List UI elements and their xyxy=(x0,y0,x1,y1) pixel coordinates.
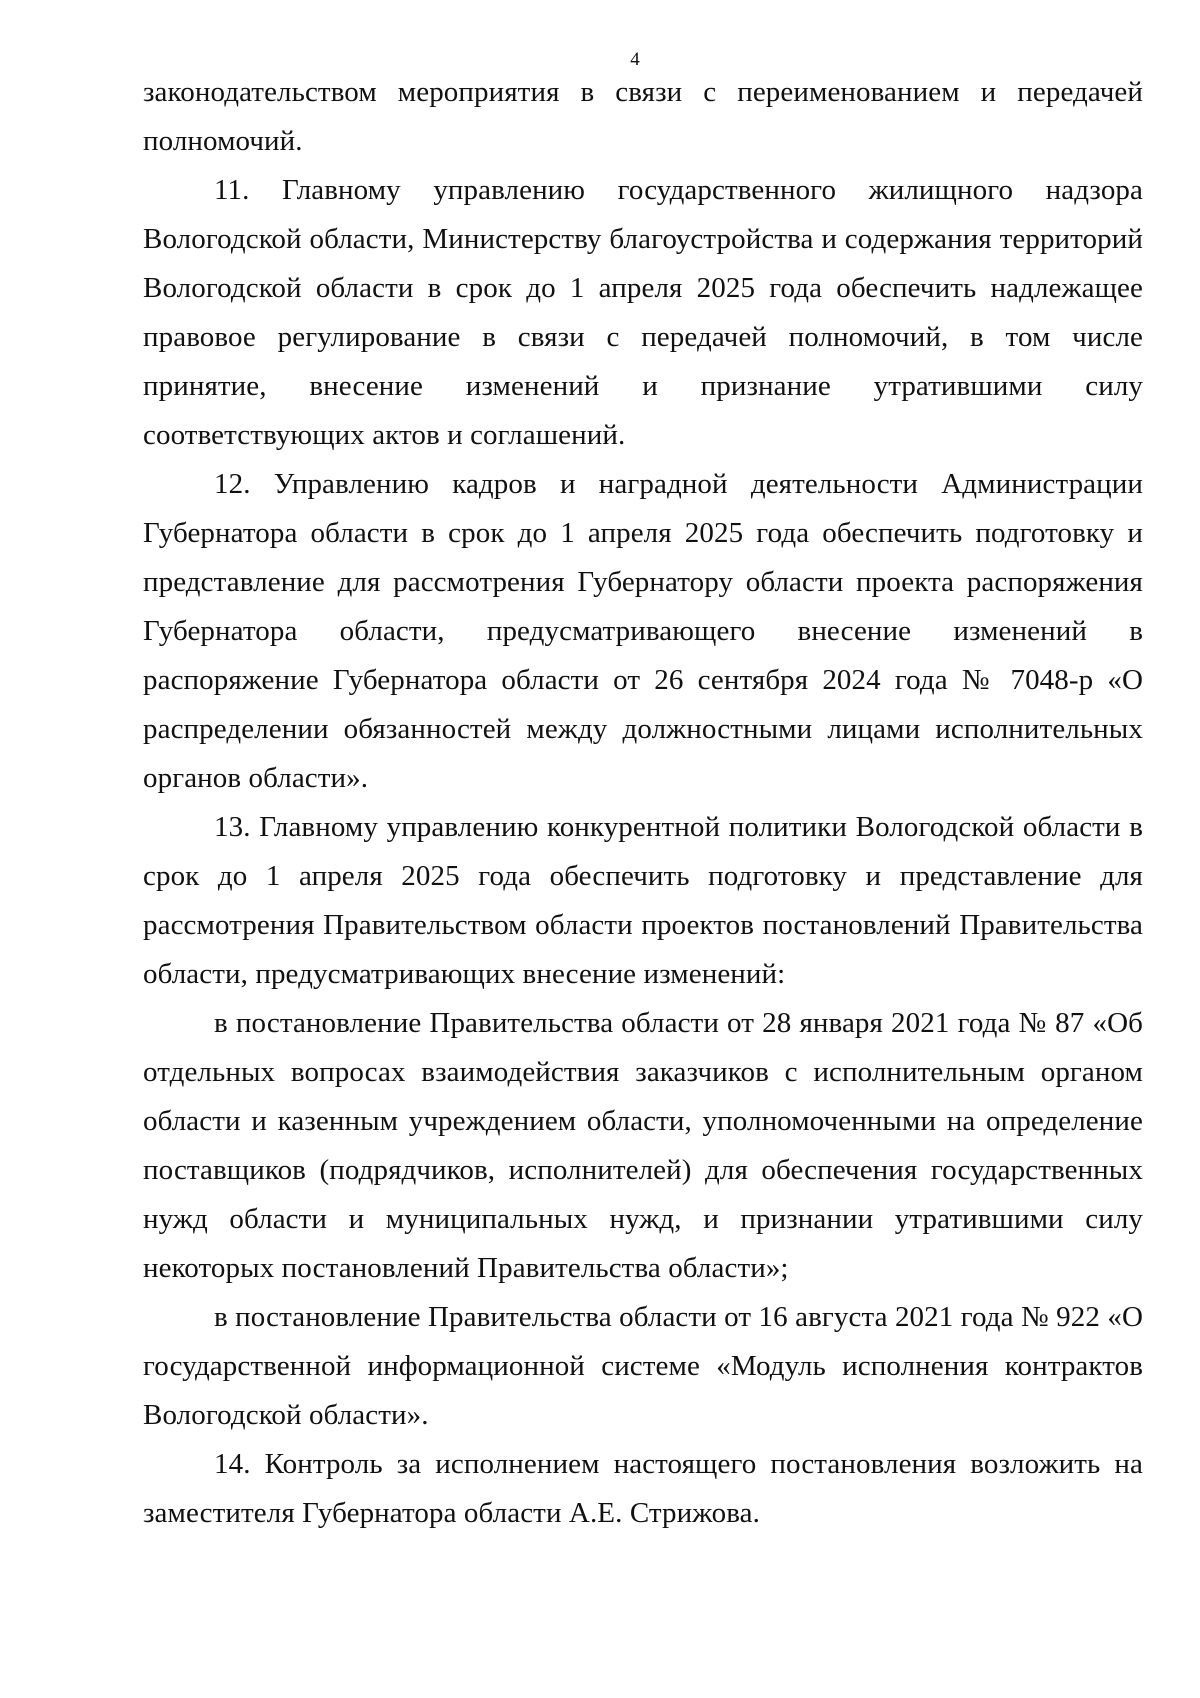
paragraph-continuation: законодательством мероприятия в связи с переименованием и передачей полномочий. xyxy=(143,76,1143,157)
paragraph-item-13-sub-2: в постановление Правительства области от 16 августа 2021 года № 922 «О государственной информационной системе «Модуль исполнения контрактов Вологодской области». xyxy=(143,1301,1143,1431)
paragraph-item-14: 14. Контроль за исполнением настоящего постановления возложить на заместителя Губернатора области А.Е. Стрижова. xyxy=(143,1448,1143,1529)
document-body xyxy=(143,68,1143,1538)
paragraph-item-13-sub-1: в постановление Правительства области от 28 января 2021 года № 87 «Об отдельных вопросах взаимодействия заказчиков с исполнительным органом области и казенным учреждением области, уполномоченными на определение поставщиков (подрядчиков, исполнителей) для обеспечения государственных нужд области и муниципальных нужд, и признании утратившими силу некоторых постановлений Правительства области»; xyxy=(143,1007,1143,1284)
paragraph-item-11: 11. Главному управлению государственного жилищного надзора Вологодской области, Министерству благоустройства и содержания территорий Вологодской области в срок до 1 апреля 2025 года обеспечить надлежащее правовое регулирование в связи с передачей полномочий, в том числе принятие, внесение изменений и признание утратившими силу соответствующих актов и соглашений. xyxy=(143,174,1143,451)
paragraph-item-13: 13. Главному управлению конкурентной политики Вологодской области в срок до 1 апреля 2025 года обеспечить подготовку и представление для рассмотрения Правительством области проектов постановлений Правительства области, предусматривающих внесение изменений: xyxy=(143,811,1143,990)
page-number: 4 xyxy=(630,49,640,70)
paragraph-item-12: 12. Управлению кадров и наградной деятельности Администрации Губернатора области в срок до 1 апреля 2025 года обеспечить подготовку и представление для рассмотрения Губернатору области проекта распоряжения Губернатора области, предусматривающего внесение изменений в распоряжение Губернатора области от 26 сентября 2024 года № 7048-р «О распределении обязанностей между должностными лицами исполнительных органов области». xyxy=(143,468,1143,794)
